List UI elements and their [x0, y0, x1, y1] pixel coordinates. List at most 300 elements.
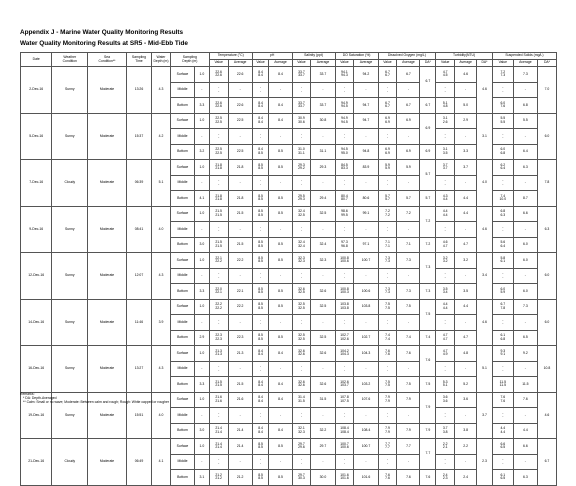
subheader-value: Value [436, 60, 455, 67]
salinity-average: - [311, 82, 335, 98]
ph-values-reading: 8.5 [258, 166, 263, 171]
date-cell: 9-Dec-16 [21, 206, 52, 253]
temperature-values-reading: - [218, 224, 220, 229]
turbidity-average: 2.9 [455, 113, 477, 129]
ph-values-reading: 8.4 [258, 73, 263, 78]
temperature-values [209, 439, 228, 455]
salinity-values-reading: 31.1 [298, 150, 305, 155]
turbidity-average: 3.7 [455, 160, 477, 176]
turbidity-values-reading: - [444, 178, 446, 183]
do-saturation-values-reading: 94.9 [341, 100, 348, 105]
temperature-values [209, 330, 228, 346]
salinity-values [292, 439, 311, 455]
temperature-values-reading: 22.6 [215, 100, 222, 105]
turbidity-values-reading: 3.7 [442, 166, 448, 171]
salinity-values-reading: 33.7 [298, 73, 305, 78]
weather-cell: Sunny [52, 346, 88, 393]
turbidity-da: 3.4 [477, 253, 493, 300]
salinity-average: - [311, 454, 335, 470]
do-saturation-average: 99.1 [354, 206, 378, 222]
ph-values [252, 299, 269, 315]
salinity-values-reading: - [300, 181, 303, 186]
temperature-values-reading: 21.8 [215, 166, 222, 171]
temperature-average: 21.6 [228, 392, 252, 408]
dissolved-oxygen-values-reading: - [386, 410, 389, 415]
salinity-values-reading: - [300, 228, 303, 233]
ph-values-reading: 8.5 [258, 476, 263, 481]
dissolved-oxygen-values-reading: 7.3 [385, 259, 390, 264]
ph-average: 8.5 [269, 439, 292, 455]
do-saturation-values-reading: 100.6 [340, 259, 349, 264]
header-temperature: Temperature (°C) [209, 53, 252, 60]
turbidity-average: 4.4 [455, 206, 477, 222]
salinity-average: 32.6 [311, 377, 335, 393]
suspended-solids-values [492, 253, 513, 269]
suspended-solids-average: 7.3 [513, 299, 537, 315]
ph-average: 8.5 [269, 160, 292, 176]
suspended-solids-da: 6.0 [537, 113, 556, 160]
dissolved-oxygen-values-reading: 7.6 [385, 348, 390, 353]
temperature-values-reading: 21.6 [215, 395, 222, 400]
sampling-time-cell: 15:37 [126, 113, 151, 160]
dissolved-oxygen-values [378, 237, 397, 253]
do-saturation-average: 94.7 [354, 98, 378, 114]
temperature-values [209, 113, 228, 129]
suspended-solids-values-reading: 6.3 [500, 212, 506, 217]
salinity-values [292, 144, 311, 160]
salinity-values-reading: 32.3 [298, 259, 305, 264]
temperature-average: 22.1 [228, 284, 252, 300]
water-depth-cell: 4.3 [152, 346, 171, 393]
suspended-solids-values-reading: 9.3 [500, 348, 506, 353]
temperature-average: - [228, 361, 252, 377]
do-saturation-average: - [354, 268, 378, 284]
ph-average: - [269, 175, 292, 191]
turbidity-da: 3.1 [477, 113, 493, 160]
ph-values-reading: 8.5 [258, 255, 263, 260]
header-sampling-depth: Sampling Depth (m) [170, 53, 209, 67]
suspended-solids-values [492, 408, 513, 424]
dissolved-oxygen-average: 7.1 [397, 237, 420, 253]
temperature-average: 21.2 [228, 470, 252, 486]
ph-values-reading: 8.5 [258, 472, 263, 477]
ph-values-reading: 8.4 [258, 100, 263, 105]
ph-values-reading: - [260, 135, 262, 140]
ph-average: - [269, 222, 292, 238]
suspended-solids-da: 7.0 [537, 67, 556, 114]
salinity-values-reading: 32.5 [298, 302, 305, 307]
dissolved-oxygen-values-reading: 6.9 [385, 116, 390, 121]
temperature-values-reading: - [218, 228, 220, 233]
dissolved-oxygen-values-reading: - [386, 131, 389, 136]
ph-values [252, 454, 269, 470]
temperature-values [209, 98, 228, 114]
suspended-solids-values-reading: 11.5 [499, 379, 506, 384]
dissolved-oxygen-values-reading: 7.3 [385, 290, 390, 295]
suspended-solids-values-reading: 5.5 [500, 119, 506, 124]
dissolved-oxygen-values-reading: 6.7 [385, 104, 390, 109]
turbidity-values [436, 129, 455, 145]
ph-values-reading: 8.5 [258, 150, 263, 155]
suspended-solids-average: 4.4 [513, 423, 537, 439]
temperature-average: - [228, 408, 252, 424]
weather-cell: Sunny [52, 113, 88, 160]
do-saturation-values-reading: 103.7 [340, 383, 349, 388]
table-subtitle: Water Quality Monitoring Results at SR5 - Mid-Ebb Tide [20, 40, 188, 47]
suspended-solids-values-reading: 9.1 [500, 352, 506, 357]
suspended-solids-values [492, 377, 513, 393]
turbidity-values [436, 408, 455, 424]
salinity-average: 31.1 [311, 144, 335, 160]
dissolved-oxygen-values [378, 129, 397, 145]
salinity-average: 32.5 [311, 206, 335, 222]
temperature-values-reading: 22.6 [215, 104, 222, 109]
salinity-values [292, 392, 311, 408]
turbidity-values [436, 67, 455, 83]
dissolved-oxygen-average: - [397, 315, 420, 331]
do-saturation-values [335, 113, 354, 129]
weather-cell: Sunny [52, 253, 88, 300]
do-saturation-values-reading: 107.8 [340, 395, 349, 400]
turbidity-values [436, 191, 455, 207]
salinity-values [292, 330, 311, 346]
salinity-values [292, 237, 311, 253]
salinity-values-reading: 29.6 [298, 445, 305, 450]
turbidity-values-reading: - [444, 135, 446, 140]
suspended-solids-values-reading: 6.8 [500, 209, 506, 214]
dissolved-oxygen-da: 7.4 [420, 330, 436, 346]
do-saturation-average: - [354, 454, 378, 470]
temperature-values-reading: - [218, 364, 220, 369]
temperature-average: 22.6 [228, 98, 252, 114]
turbidity-values-reading: - [444, 228, 446, 233]
turbidity-values-reading: 3.1 [442, 147, 448, 152]
header-ph: pH [252, 53, 292, 60]
suspended-solids-values-reading: - [502, 364, 504, 369]
do-saturation-average: - [354, 222, 378, 238]
water-depth-cell: 4.3 [152, 67, 171, 114]
salinity-values-reading: 32.6 [298, 286, 305, 291]
dissolved-oxygen-values [378, 160, 397, 176]
sampling-level-cell: Surface [170, 253, 194, 269]
salinity-average: 30.0 [311, 470, 335, 486]
table-row [21, 160, 557, 176]
ph-values-reading: 8.4 [258, 426, 263, 431]
do-saturation-average: - [354, 315, 378, 331]
ph-average: 8.4 [269, 113, 292, 129]
do-saturation-values-reading: 101.6 [340, 472, 349, 477]
dissolved-oxygen-values-reading: 7.7 [385, 445, 390, 450]
suspended-solids-da: 6.0 [537, 253, 556, 300]
do-saturation-values-reading: - [343, 367, 346, 372]
temperature-values-reading: 21.5 [215, 379, 222, 384]
turbidity-values [436, 284, 455, 300]
suspended-solids-values-reading: - [502, 460, 504, 465]
dissolved-oxygen-average: - [397, 454, 420, 470]
turbidity-values [436, 82, 455, 98]
ph-values-reading: - [260, 88, 262, 93]
sea-condition-cell: Moderate [88, 392, 127, 439]
sampling-depth-cell: 1.0 [195, 253, 210, 269]
turbidity-average: 3.2 [455, 253, 477, 269]
do-saturation-values [335, 98, 354, 114]
suspended-solids-average: 6.6 [513, 206, 537, 222]
suspended-solids-values-reading: - [502, 88, 504, 93]
ph-average: 8.5 [269, 191, 292, 207]
suspended-solids-values-reading: 7.6 [500, 398, 506, 403]
temperature-average: - [228, 268, 252, 284]
header-date: Date [21, 53, 52, 67]
suspended-solids-average: - [513, 175, 537, 191]
dissolved-oxygen-values-reading: - [386, 317, 389, 322]
do-saturation-values-reading: 98.6 [341, 209, 348, 214]
do-saturation-values-reading: - [343, 181, 346, 186]
do-saturation-values-reading: - [343, 228, 346, 233]
dissolved-oxygen-values [378, 67, 397, 83]
salinity-values-reading: 32.6 [298, 383, 305, 388]
salinity-values-reading: 32.5 [298, 305, 305, 310]
dissolved-oxygen-average: 7.9 [397, 423, 420, 439]
dissolved-oxygen-values-reading: - [386, 321, 389, 326]
turbidity-average: - [455, 129, 477, 145]
do-saturation-average: - [354, 408, 378, 424]
dissolved-oxygen-average: 7.3 [397, 253, 420, 269]
ph-values [252, 144, 269, 160]
water-depth-cell: 4.1 [152, 439, 171, 486]
salinity-values [292, 423, 311, 439]
suspended-solids-values [492, 268, 513, 284]
do-saturation-values-reading: 102.7 [340, 333, 349, 338]
header-weather: Weather Condition [52, 53, 88, 67]
turbidity-da: 3.7 [477, 392, 493, 439]
remarks [20, 392, 169, 405]
dissolved-oxygen-values-reading: 7.9 [385, 395, 390, 400]
do-saturation-values-reading: - [343, 88, 346, 93]
do-saturation-values-reading: 100.8 [340, 255, 349, 260]
ph-values-reading: - [260, 414, 262, 419]
salinity-values-reading: 32.3 [298, 255, 305, 260]
suspended-solids-values-reading: - [502, 321, 504, 326]
ph-values-reading: - [260, 457, 262, 462]
dissolved-oxygen-values-reading: 6.7 [385, 73, 390, 78]
sampling-level-cell: Bottom [170, 330, 194, 346]
salinity-average: 29.7 [311, 439, 335, 455]
temperature-values-reading: 22.2 [215, 305, 222, 310]
suspended-solids-average: 6.0 [513, 253, 537, 269]
do-saturation-average: 103.2 [354, 377, 378, 393]
ph-values-reading: - [260, 321, 262, 326]
sampling-level-cell: Middle [170, 175, 194, 191]
temperature-values [209, 268, 228, 284]
ph-values-reading: 8.5 [258, 259, 263, 264]
ph-values [252, 175, 269, 191]
suspended-solids-values [492, 237, 513, 253]
suspended-solids-values-reading: 6.6 [500, 441, 506, 446]
ph-values-reading: 8.5 [258, 240, 263, 245]
do-saturation-values-reading: 80.4 [341, 193, 348, 198]
date-cell: 14-Dec-16 [21, 299, 52, 346]
temperature-values [209, 206, 228, 222]
sampling-depth-cell: - [195, 222, 210, 238]
temperature-average: 22.6 [228, 67, 252, 83]
do-saturation-average: 100.7 [354, 253, 378, 269]
dissolved-oxygen-values-reading: 7.9 [385, 429, 390, 434]
do-saturation-average: 97.1 [354, 237, 378, 253]
do-saturation-values [335, 408, 354, 424]
suspended-solids-average: 6.3 [513, 160, 537, 176]
dissolved-oxygen-values [378, 222, 397, 238]
temperature-values-reading: 21.4 [215, 429, 222, 434]
suspended-solids-values-reading: 6.5 [500, 476, 506, 481]
dissolved-oxygen-average: 6.7 [397, 98, 420, 114]
salinity-values-reading: 32.5 [298, 290, 305, 295]
do-saturation-values-reading: - [343, 460, 346, 465]
salinity-values-reading: 32.4 [298, 243, 305, 248]
dissolved-oxygen-values-reading: 7.9 [385, 426, 390, 431]
do-saturation-values-reading: - [343, 410, 346, 415]
sampling-depth-cell: - [195, 408, 210, 424]
temperature-values-reading: - [218, 131, 220, 136]
sampling-level-cell: Surface [170, 113, 194, 129]
dissolved-oxygen-values [378, 206, 397, 222]
salinity-values-reading: 32.3 [298, 429, 305, 434]
ph-average: 8.4 [269, 377, 292, 393]
suspended-solids-values [492, 315, 513, 331]
subheader-average: Average [311, 60, 335, 67]
turbidity-average: - [455, 408, 477, 424]
dissolved-oxygen-values [378, 330, 397, 346]
ph-average: - [269, 454, 292, 470]
do-saturation-average: 83.9 [354, 160, 378, 176]
dissolved-oxygen-values-reading: 7.4 [385, 336, 390, 341]
ph-average: - [269, 268, 292, 284]
suspended-solids-average: - [513, 361, 537, 377]
do-saturation-average: 94.8 [354, 144, 378, 160]
turbidity-values-reading: - [444, 224, 446, 229]
salinity-values-reading: 32.5 [298, 212, 305, 217]
salinity-average: 33.7 [311, 98, 335, 114]
header-dissolved-oxygen: Dissolved Oxygen (mg/L) [378, 53, 436, 60]
sampling-level-cell: Bottom [170, 423, 194, 439]
salinity-average: 30.8 [311, 113, 335, 129]
temperature-values-reading: - [218, 317, 220, 322]
temperature-values [209, 253, 228, 269]
salinity-values-reading: 32.1 [298, 426, 305, 431]
table-row [21, 299, 557, 315]
ph-values-reading: 8.5 [258, 193, 263, 198]
ph-values-reading: 8.5 [258, 243, 263, 248]
do-saturation-values [335, 175, 354, 191]
sampling-depth-cell: 1.0 [195, 346, 210, 362]
salinity-values [292, 299, 311, 315]
temperature-average: - [228, 175, 252, 191]
ph-average: - [269, 361, 292, 377]
turbidity-values-reading: - [444, 410, 446, 415]
do-saturation-values-reading: 102.6 [340, 336, 349, 341]
turbidity-values [436, 206, 455, 222]
suspended-solids-values [492, 392, 513, 408]
turbidity-da: 5.1 [477, 346, 493, 393]
do-saturation-average: 104.3 [354, 346, 378, 362]
dissolved-oxygen-da: 7.9 [420, 392, 436, 423]
sampling-level-cell: Bottom [170, 470, 194, 486]
turbidity-values-reading: 2.4 [442, 472, 448, 477]
do-saturation-values [335, 392, 354, 408]
ph-values-reading: 8.4 [258, 147, 263, 152]
temperature-values [209, 470, 228, 486]
ph-values [252, 408, 269, 424]
do-saturation-values [335, 299, 354, 315]
sampling-depth-cell: 1.0 [195, 299, 210, 315]
turbidity-values [436, 299, 455, 315]
salinity-values-reading: - [300, 410, 303, 415]
ph-average: - [269, 408, 292, 424]
ph-values-reading: - [260, 228, 262, 233]
suspended-solids-average: 6.5 [513, 330, 537, 346]
temperature-average: - [228, 315, 252, 331]
turbidity-average: 3.3 [455, 144, 477, 160]
table-row [21, 253, 557, 269]
do-saturation-average: 100.6 [354, 284, 378, 300]
sea-condition-cell: Moderate [88, 67, 127, 114]
subheader-average: Average [354, 60, 378, 67]
turbidity-average: 4.8 [455, 346, 477, 362]
suspended-solids-average: 6.3 [513, 470, 537, 486]
suspended-solids-average: - [513, 408, 537, 424]
suspended-solids-values [492, 330, 513, 346]
temperature-values-reading: - [218, 321, 220, 326]
temperature-values-reading: 22.6 [215, 73, 222, 78]
water-depth-cell: 5.1 [152, 160, 171, 207]
suspended-solids-average: - [513, 129, 537, 145]
do-saturation-values [335, 346, 354, 362]
sampling-level-cell: Bottom [170, 237, 194, 253]
turbidity-average: - [455, 175, 477, 191]
turbidity-values-reading: - [444, 367, 446, 372]
suspended-solids-values [492, 113, 513, 129]
sea-condition-cell: Moderate [88, 253, 127, 300]
do-saturation-values-reading: - [343, 131, 346, 136]
do-saturation-values-reading: 99.5 [341, 212, 348, 217]
dissolved-oxygen-values-reading: 7.1 [385, 240, 390, 245]
turbidity-values-reading: 5.3 [442, 379, 448, 384]
weather-cell: Cloudy [52, 160, 88, 207]
do-saturation-values-reading: - [343, 135, 346, 140]
salinity-values-reading: - [300, 367, 303, 372]
subheader-average: Average [269, 60, 292, 67]
sampling-time-cell: 15:51 [126, 392, 151, 439]
ph-average: 8.5 [269, 237, 292, 253]
dissolved-oxygen-values [378, 113, 397, 129]
ph-values-reading: 8.5 [258, 305, 263, 310]
dissolved-oxygen-average: - [397, 222, 420, 238]
do-saturation-values-reading: 94.5 [341, 147, 348, 152]
dissolved-oxygen-values [378, 408, 397, 424]
temperature-average: - [228, 82, 252, 98]
suspended-solids-values-reading: 6.1 [500, 259, 506, 264]
suspended-solids-values [492, 191, 513, 207]
water-depth-cell: 4.0 [152, 392, 171, 439]
sea-condition-cell: Moderate [88, 299, 127, 346]
turbidity-da: 4.6 [477, 67, 493, 114]
suspended-solids-values-reading: - [502, 414, 504, 419]
water-depth-cell: 4.2 [152, 113, 171, 160]
ph-values-reading: 8.4 [258, 116, 263, 121]
salinity-values [292, 98, 311, 114]
dissolved-oxygen-values-reading: - [386, 224, 389, 229]
turbidity-values-reading: - [444, 457, 446, 462]
temperature-values [209, 423, 228, 439]
